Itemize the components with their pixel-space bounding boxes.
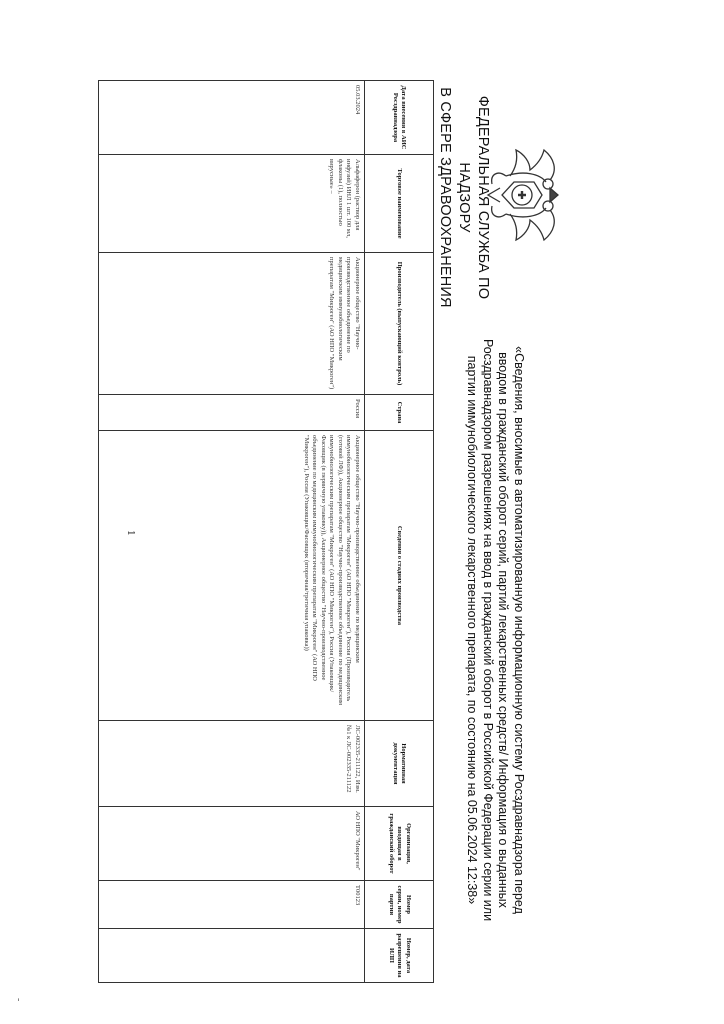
cell-date: 05.03.2024 xyxy=(99,81,365,155)
cell-normative-doc: ЛС-002335-211122, Изм. №1 к ЛС-002335-211122 xyxy=(99,721,365,807)
cell-country: Россия xyxy=(99,395,365,431)
cell-trade-name: Альфаферон (раствор для инфузий) ИНЛ 1 шт. 100 мл, флаконы (1), полностью вирусные» – xyxy=(99,155,365,253)
table-header-row xyxy=(365,81,434,983)
stray-mark: - xyxy=(13,998,24,1002)
document-title: «Сведения, вносимые в автоматизированную информационную систему Росздравнадзора перед вводом в гражданский оборот серий, партий лекарственных средств/ Информация о выданных Росздравнадзором разрешениях на ввод в гражданский оборот в Российской Федерации серии или партии иммунобиологического лекарственного препарата, по состоянию на 05.06.2024 12:38» xyxy=(465,338,526,922)
cell-batch-number: Т00123 xyxy=(99,881,365,929)
cell-manufacturer: Акционерное общество "Научно-производственное объединение по медицинским иммунобиологическим препаратам "Микроген" (АО НПО "Микроген") xyxy=(99,253,365,395)
table-row xyxy=(99,81,365,983)
column-header: Страна xyxy=(365,395,434,431)
page-number: 1 xyxy=(125,530,137,536)
column-header: Производитель (выпускающий контроль) xyxy=(365,253,434,395)
column-header: Дата внесения в АИС Росздравнадзора xyxy=(365,81,434,155)
cell-organization: АО НПО "Микроген" xyxy=(99,807,365,881)
column-header: Номер, дата разрешения на ИЛП xyxy=(365,929,434,983)
agency-name-line1: ФЕДЕРАЛЬНАЯ СЛУЖБА ПО НАДЗОРУ xyxy=(456,95,491,300)
eagle-emblem-icon xyxy=(484,140,564,250)
column-header: Нормативная документация xyxy=(365,721,434,807)
agency-name xyxy=(435,70,492,325)
cell-production-stages: Акционерное общество "Научно-производственное объединение по медицинским иммунобиологическим препаратам "Микроген" (АО НПО "Микроген"), Россия (Производитель (готовой ЛФ)), Акционерное общество "Научно-производственное объединение по медицинским иммунобиологическим препаратам "Микроген" (АО НПО "Микроген"), Россия (Упаковщик/Фасовщик (в первичную упаковку)), Акционерное общество "Научно-производственное объединение по медицинским иммунобиологическим препаратам "Микроген" (АО НПО "Микроген"), Россия (Упаковщик/Фасовщик (вторичная/третичная упаковка)) xyxy=(99,431,365,721)
agency-name-line2: В СФЕРЕ ЗДРАВООХРАНЕНИЯ xyxy=(437,87,453,308)
cell-permit xyxy=(99,929,365,983)
column-header: Номер серии, номер партии xyxy=(365,881,434,929)
column-header: Сведения о стадиях производства xyxy=(365,431,434,721)
column-header: Организация, вводящая в гражданский оборот xyxy=(365,807,434,881)
registry-table xyxy=(98,80,434,983)
column-header: Торговое наименование xyxy=(365,155,434,253)
